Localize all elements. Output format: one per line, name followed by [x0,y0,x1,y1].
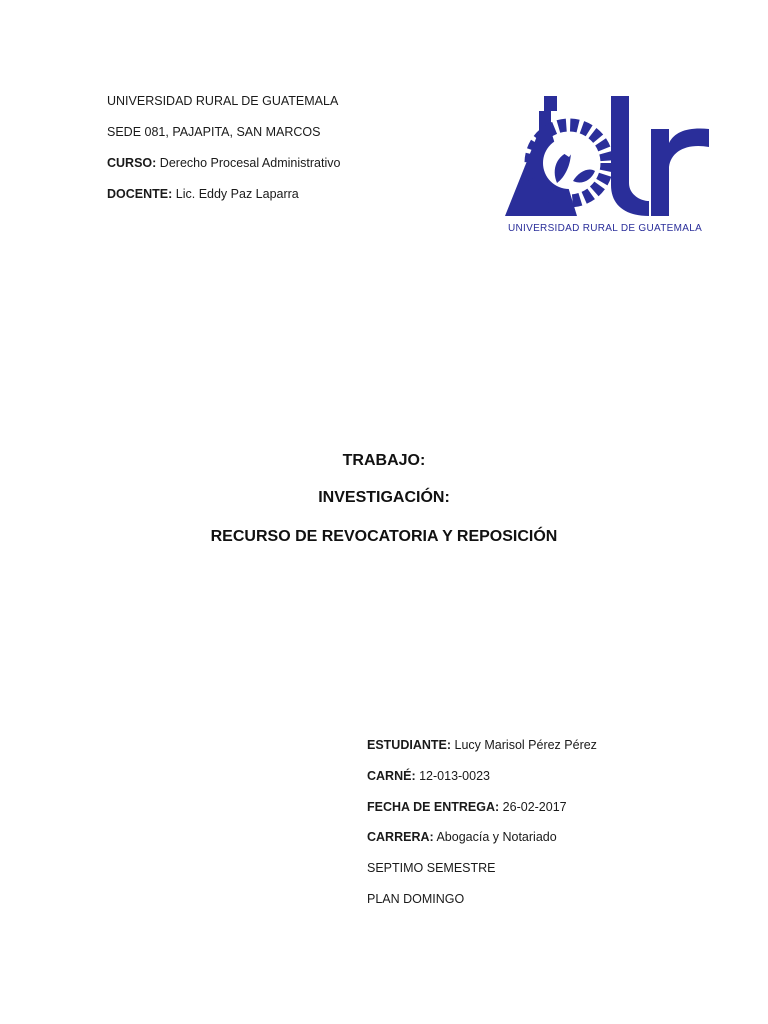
plan-line: PLAN DOMINGO [367,892,465,906]
title-trabajo: TRABAJO: [342,452,426,469]
sede-line: SEDE 081, PAJAPITA, SAN MARCOS [107,125,321,139]
fecha-line [367,799,567,815]
fecha-label: FECHA DE ENTREGA: [367,800,500,814]
docente-label: DOCENTE: [107,187,173,201]
carne-label: CARNÉ: [367,769,416,783]
carrera-label: CARRERA: [367,830,434,844]
university-logo [499,91,719,239]
curso-value: Derecho Procesal Administrativo [159,156,341,170]
docente-value: Lic. Eddy Paz Laparra [175,187,299,201]
fecha-value: 26-02-2017 [502,800,567,814]
carrera-line [367,829,557,845]
curso-label: CURSO: [107,156,157,170]
title-investigacion: INVESTIGACIÓN: [318,489,450,506]
semestre-line: SEPTIMO SEMESTRE [367,861,496,875]
carne-value: 12-013-0023 [419,769,490,783]
estudiante-line [367,737,597,753]
carrera-value: Abogacía y Notariado [436,830,557,844]
university-seal-icon [505,96,709,216]
carne-line [367,768,490,784]
logo-caption: UNIVERSIDAD RURAL DE GUATEMALA [508,223,703,234]
title-recurso: RECURSO DE REVOCATORIA Y REPOSICIÓN [210,528,558,545]
university-name: UNIVERSIDAD RURAL DE GUATEMALA [107,94,339,108]
estudiante-label: ESTUDIANTE: [367,738,452,752]
estudiante-value: Lucy Marisol Pérez Pérez [454,738,597,752]
curso-line [107,155,340,171]
docente-line [107,186,299,202]
